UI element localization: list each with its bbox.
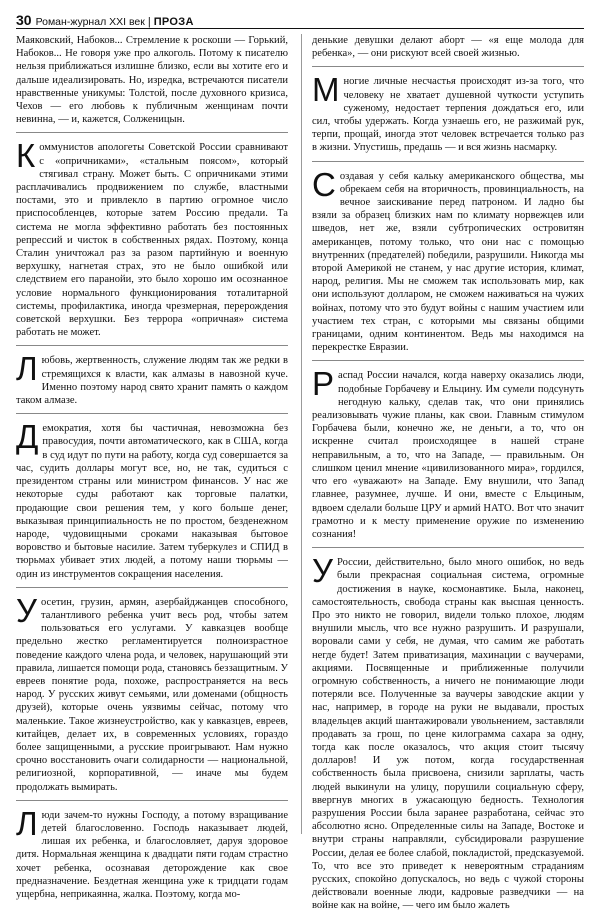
paragraph-text: аспад России начался, когда наверху оказались люди, подобные Горбачеву и Ельцину. Им сумели подсунуть негодную кальку, сделав так, что они принялись реализовывать чужие планы, как свои. Главным стимулом Горбачева были, конечно же, не деньги, а то, что он искренне считал происходящее в нашей стране неправильным, а то, что на Западе, — правильным. Он слишком ценил мнение «цивилизованного мира», гордился, что его «уважают» на Западе. Ему внушили, что Запад главнее, разумнее, лучше. И они, вместе с Ельциным, вдвоем сделали больше ЦРУ и армий НАТО. Вот что значит грамотно и к месту применение оружие по изменению сознания! bbox=[312, 370, 584, 540]
paragraph-text: емократия, хотя бы частичная, невозможна без правосудия, почти автоматического, как в США, когда в суд идут по пути на работу, когда суд совершается за час, судить доллары могут все, но, не так, судиться с президентом страны или министром финансов. У нас же некоторые суды работают как торговые палатки, продающие свои решения тем, у кого больше денег, выказывая принципиальность не по простом, безденежном народе, чудовищными сроками наказывая бытовое воровство и бытовые насилие. Затем туберкулез и СПИД в тюрьмах убивает этих людей, а потому наши тюрьмы — один из инструментов сокращения населения. bbox=[16, 423, 288, 580]
drop-cap: Л bbox=[16, 808, 38, 842]
drop-cap: У bbox=[16, 595, 37, 629]
paragraph-text: оздавая у себя кальку американского общества, мы обрекаем себя на вторичность, провинциальность, на вечное заискивание перед патроном. И ладно бы взяли за образец близких нам по климату норвежцев или шведов, нет же, взяли субтропических островитян американцев, потому только, что они нас с помощью внутренних (предателей) победили, разрушили. Никогда мы второй Америкой не станем, у нас другие история, климат, народ, религия. Мы не сможем так использовать мир, как они используют долларом, не сможем наживаться на чужих войнах, потому что это будут войны с нашим участием или участием тех стран, с которыми мы связаны общими границами, одним континентом. Ведь мы находимся на перекрестке Евразии. bbox=[312, 170, 584, 354]
left-column bbox=[16, 34, 288, 901]
paragraph-text: России, действительно, было много ошибок, но ведь были прекрасная социальная система, огромные достижения в науке, космонавтике. Была, наконец, самостоятельность, свобода страны как высшая ценность. Про это никто не говорил, видели только плохое, людям внушили мысль, что все нужно разрушить. И разрушали, воровали сами у себя, не думая, что самим же работать негде будет! Затем приватизация, махинации с ваучерами, акциями. Посвященные и приближенные получили огромную собственность, а ничего не понимающие люди потеряли все. Полученные за ваучеры заводские акции у нас, например, в городе на руки не выдавали, простых владельцев акций шантажировали увольнением, заставляли продавать за грош, по цене килограмма сахара за одну, тогда как после оказалось, что акция стоит тысячу долларов! И уж потом, когда государственная собственность была присвоена, снизили зарплаты, часть людей выкинули на улицу, порушили социальную сферу, ввергнув многих в ужасающую бедность. Технология разрушения России была заранее разработана, сейчас это абсолютно ясно. Определенные силы на Западе, Востоке и внутри страны направляли, субсидировали разрушение России, делая ее более слабой, покладистой, предсказуемой. То, что все это приведет к невероятным страданиям русских, спокойно допускалось, но ведь с чужой стороны действовали военные люди, кадровые разведчики — на войне как на войне, — чего им было жалеть bbox=[312, 557, 584, 912]
page-number: 30 bbox=[16, 12, 32, 28]
drop-cap: Д bbox=[16, 422, 39, 456]
paragraph bbox=[312, 170, 584, 355]
paragraph-text: оммунистов апологеты Советской России сравнивают с «опричниками», «стальным поясом», который стягивал страну. Может быть. С опричниками этими расплачивались продвижением по службе, властными постами, это и привлекло в партию огромное число приспособленцев, которые затем Россию предали. Та система не могла эффективно работать без постоянных репрессий и чисток в собственных рядах. Поэтому, конца Сталин уничтожал раз за разом партийную и военную верхушку, нагнетая страх, это не было ошибкой или следствием его паранойи, это было хорошо им осознанное условие нормального функционирования тоталитарной системы, профилактика, иногда чрезмерная, перерождения советской верхушки. Без террора «опричная» система работать не может. bbox=[16, 142, 288, 339]
magazine-title: Роман-журнал XXI век bbox=[35, 16, 145, 28]
paragraph bbox=[16, 141, 288, 339]
paragraph-text: денькие девушки делают аборт — «я еще молода для ребенка», — они рискуют всей своей жизнью. bbox=[312, 35, 584, 60]
paragraph bbox=[16, 354, 288, 407]
paragraph bbox=[312, 75, 584, 154]
drop-cap: Л bbox=[16, 354, 38, 388]
paragraph-text: Маяковский, Набоков... Стремление к роскоши — Горький, Набоков... Не говоря уже про алкоголь. Потому к писателю нельзя приближаться излишне близко, если вы хотите его и дальше идеализировать. Но, изредка, встречаются писатели нравственные уникумы: Толстой, после духовного кризиса, Чехов — его любовь к публичным женщинам почти невинна, — и, кажется, Солженицын. bbox=[16, 35, 288, 126]
section-title: ПРОЗА bbox=[153, 16, 194, 28]
paragraph bbox=[312, 556, 584, 912]
paragraph-text: ногие личные несчастья происходят из-за того, что человеку не хватает душевной чуткости уступить суженому, недостает терпения дождаться его, или сил, чтобы удержать. Когда узнаешь его, не разжимай рук, терпи, прощай, иногда этот человек встречается только раз в жизни. Упустишь, предашь — и вся жизнь насмарку. bbox=[312, 76, 584, 154]
paragraph bbox=[16, 809, 288, 901]
drop-cap: Р bbox=[312, 369, 335, 403]
drop-cap: К bbox=[16, 141, 36, 175]
column-divider bbox=[301, 34, 302, 834]
drop-cap: У bbox=[312, 556, 333, 590]
paragraph-text: юди зачем-то нужны Господу, а потому взращивание детей благословенно. Господь наказывает людей, лишая их ребенка, и благословляет, даруя здоровое дитя. Нормальная женщина к двадцати пяти годам страстно хочет ребенка, осознавая деторождение как свое предназначение. Бездетная женщина уже к тридцати годам ущербна, неприкаянна, жалка. Поэтому, когда мо- bbox=[16, 809, 288, 900]
paragraph bbox=[16, 422, 288, 580]
page-header bbox=[16, 8, 584, 29]
right-column bbox=[312, 34, 584, 913]
paragraph bbox=[16, 596, 288, 794]
paragraph bbox=[312, 34, 584, 60]
header-separator: | bbox=[147, 16, 151, 28]
paragraph bbox=[16, 34, 288, 126]
paragraph-text: юбовь, жертвенность, служение людям так же редки в стремящихся к власти, как алмазы в навозной куче. Именно поэтому народ свято хранит память о каждом таком алмазе. bbox=[16, 355, 288, 407]
paragraph-text: осетин, грузин, армян, азербайджанцев способного, талантливого ребенка учит весь род, чтобы затем пользоваться его услугами. У кавказцев вообще предельно жестко регламентируется полноизрастное поведение каждого члена рода, и человек, нарушающий эти правила, лишается помощи рода, становясь беззащитным. У евреев понятие рода, похоже, распространяется на весь народ. У русских живут семьями, или доменами (общность друзей), которые очень уязвимы сейчас, потому что маленькие. Такое жизнеустройство, как у кавказцев, евреев, китайцев, делает их, в современных условиях, гораздо более защищенными, а русские проигрывают. Нам нужно срочно восстановить очаги солидарности — национальной, религиозной, корпоративной, — иначе мы будем продолжать вымирать. bbox=[16, 596, 288, 793]
drop-cap: М bbox=[312, 75, 340, 109]
drop-cap: С bbox=[312, 169, 336, 203]
paragraph bbox=[312, 369, 584, 541]
